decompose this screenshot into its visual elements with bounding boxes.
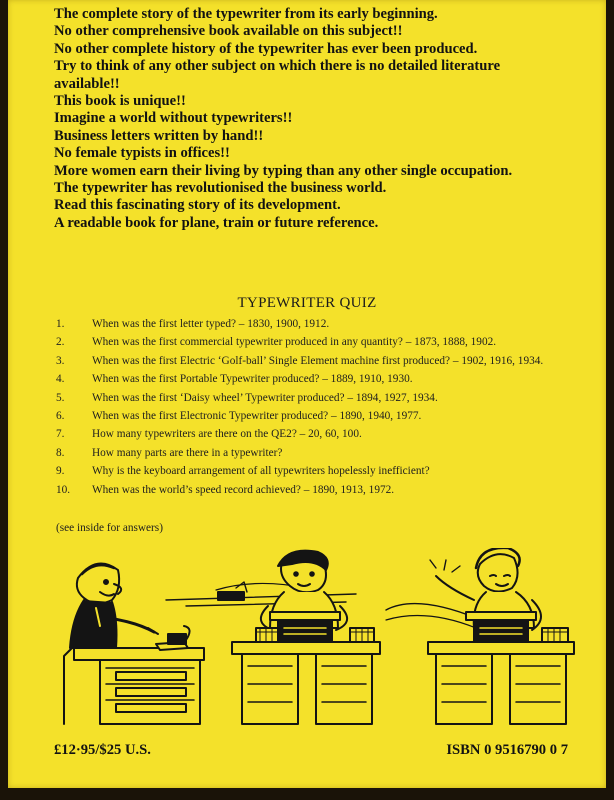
quiz-item — [56, 484, 576, 497]
quiz-item-question: When was the world’s speed record achieved? – 1890, 1913, 1972. — [92, 483, 395, 496]
office-cartoon-illustration — [56, 548, 576, 726]
quiz-item-number: 10. — [56, 483, 71, 496]
quiz-item-question: Why is the keyboard arrangement of all typewriters hopelessly inefficient? — [92, 465, 430, 478]
quiz-item-question: When was the first Electric ‘Golf-ball’ Single Element machine first produced? – 1902, 1916, 1934. — [92, 354, 544, 367]
quiz-item-question: When was the first Portable Typewriter produced? – 1889, 1910, 1930. — [92, 373, 413, 386]
blurb-line: A readable book for plane, train or future reference. — [54, 214, 379, 231]
blurb-line: available!! — [54, 75, 120, 92]
quiz-item-number: 5. — [56, 391, 65, 404]
blurb-line: The complete story of the typewriter from its early beginning. — [54, 6, 438, 22]
quiz-item-question: When was the first Electronic Typewriter produced? – 1890, 1940, 1977. — [92, 410, 422, 423]
blurb-line: This book is unique!! — [54, 93, 186, 110]
quiz-item — [56, 355, 576, 368]
blurb-text — [54, 6, 594, 232]
quiz-item — [56, 465, 576, 478]
quiz-item-question: When was the first ‘Daisy wheel’ Typewriter produced? – 1894, 1927, 1934. — [92, 391, 438, 404]
blurb-line: The typewriter has revolutionised the business world. — [54, 180, 387, 197]
quiz-item-question: How many parts are there in a typewriter? — [92, 446, 283, 459]
blurb-line: No other complete history of the typewriter has ever been produced. — [54, 40, 478, 57]
blurb-line: Imagine a world without typewriters!! — [54, 110, 293, 127]
quiz-item — [56, 392, 576, 405]
quiz-item — [56, 318, 576, 331]
quiz-list — [56, 318, 576, 502]
typist-at-desk-right — [428, 548, 574, 724]
quiz-item-number: 8. — [56, 446, 65, 459]
blurb-line: More women earn their living by typing than any other single occupation. — [54, 162, 513, 179]
quiz-title: TYPEWRITER QUIZ — [237, 295, 377, 311]
quiz-item-number: 4. — [56, 373, 65, 386]
quiz-item-number: 2. — [56, 336, 65, 349]
blurb-line: Business letters written by hand!! — [54, 127, 264, 144]
quiz-item-question: When was the first letter typed? – 1830, 1900, 1912. — [92, 318, 330, 330]
quiz-item-number: 9. — [56, 465, 65, 478]
blurb-line: No other comprehensive book available on this subject!! — [54, 23, 403, 40]
back-cover — [8, 0, 606, 788]
quiz-item — [56, 428, 576, 441]
quiz-item-number: 6. — [56, 410, 65, 423]
answers-note: (see inside for answers) — [56, 522, 163, 534]
quiz-item-number: 7. — [56, 428, 65, 441]
typist-at-desk-center — [232, 551, 380, 724]
quiz-item-question: When was the first commercial typewriter produced in any quantity? – 1873, 1888, 1902. — [92, 336, 497, 349]
man-at-desk — [64, 564, 204, 724]
quiz-item — [56, 373, 576, 386]
quiz-item — [56, 410, 576, 423]
blurb-line: Try to think of any other subject on which there is no detailed literature — [54, 58, 501, 75]
blurb-line: Read this fascinating story of its development. — [54, 197, 341, 214]
quiz-item-number: 3. — [56, 354, 65, 367]
isbn-label: ISBN 0 9516790 0 7 — [446, 742, 568, 758]
quiz-item — [56, 447, 576, 460]
price-label: £12·95/$25 U.S. — [54, 742, 151, 758]
blurb-line: No female typists in offices!! — [54, 145, 230, 162]
quiz-item-question: How many typewriters are there on the QE2? – 20, 60, 100. — [92, 428, 362, 441]
quiz-item-number: 1. — [56, 318, 65, 330]
quiz-item — [56, 336, 576, 349]
